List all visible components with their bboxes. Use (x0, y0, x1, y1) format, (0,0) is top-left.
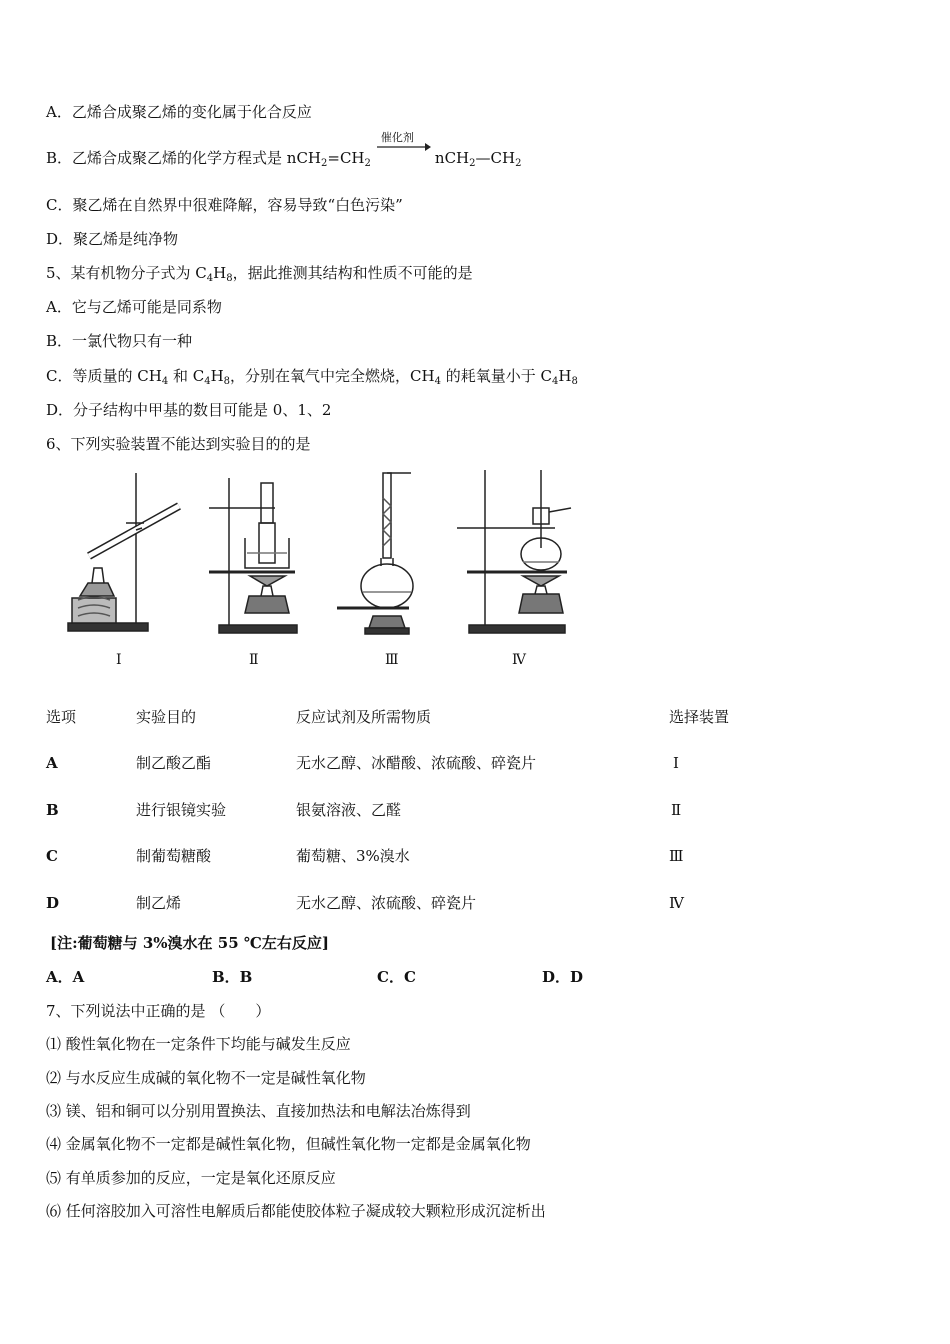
subscript: 8 (223, 376, 231, 387)
catalyst-label: 催化剂 (380, 131, 414, 144)
subscript: 8 (226, 273, 233, 284)
figure-label-i: Ⅰ (116, 652, 122, 668)
q5-stem-h: H (213, 264, 227, 282)
q4-option-c: C．聚乙烯在自然界中很难降解，容易导致“白色污染” (46, 196, 403, 214)
q6-choice-c: C．C (377, 968, 416, 986)
table-cell-reagents: 银氨溶液、乙醛 (296, 801, 402, 819)
subscript: 4 (552, 376, 559, 387)
table-header-apparatus: 选择装置 (669, 708, 730, 726)
subscript: 2 (515, 158, 522, 169)
apparatus-ii-illustration (205, 468, 305, 638)
table-cell-apparatus: Ⅳ (669, 894, 684, 912)
q5-option-c-part6: H (558, 367, 572, 385)
apparatus-i-illustration (64, 468, 184, 638)
q5-stem-suffix: ，据此推测其结构和性质不可能的是 (232, 264, 473, 282)
q4-option-b (46, 131, 522, 169)
subscript: 4 (161, 376, 169, 387)
q5-option-b: B．一氯代物只有一种 (46, 332, 193, 350)
table-cell-reagents: 葡萄糖、3%溴水 (296, 847, 410, 865)
table-cell-apparatus: Ⅰ (673, 754, 679, 772)
table-cell-purpose: 制乙酸乙酯 (136, 754, 212, 772)
table-header-option: 选项 (46, 708, 77, 726)
figure-label-ii: Ⅱ (249, 652, 259, 668)
q7-item: ⑸ 有单质参加的反应，一定是氧化还原反应 (46, 1169, 336, 1187)
q7-item: ⑵ 与水反应生成碱的氧化物不一定是碱性氧化物 (46, 1069, 366, 1087)
q4-option-d: D．聚乙烯是纯净物 (46, 230, 179, 248)
table-cell-option: B (46, 801, 59, 819)
q5-stem (46, 263, 473, 283)
subscript: 2 (364, 158, 371, 169)
reaction-arrow (375, 131, 431, 168)
table-cell-purpose: 制乙烯 (136, 894, 182, 912)
subscript: 4 (434, 376, 441, 387)
q4-option-b-prefix: B．乙烯合成聚乙烯的化学方程式是 nCH (46, 149, 322, 167)
q6-choice-d: D．D (542, 968, 584, 986)
q7-item: ⑷ 金属氧化物不一定都是碱性氧化物，但碱性氧化物一定都是金属氧化物 (46, 1135, 531, 1153)
table-cell-reagents: 无水乙醇、冰醋酸、浓硫酸、碎瓷片 (296, 754, 537, 772)
q4-option-b-dash: —CH (475, 149, 516, 167)
figure-label-iv: Ⅳ (512, 652, 526, 668)
q7-item: ⑴ 酸性氧化物在一定条件下均能与碱发生反应 (46, 1035, 351, 1053)
apparatus-iii-illustration (335, 468, 435, 638)
q6-choice-b: B．B (212, 968, 253, 986)
arrow-right-icon (375, 140, 431, 154)
q4-option-b-eq: =CH (327, 149, 365, 167)
q7-item: ⑹ 任何溶胶加入可溶性电解质后都能使胶体粒子凝成较大颗粒形成沉淀析出 (46, 1202, 546, 1220)
table-cell-reagents: 无水乙醇、浓硫酸、碎瓷片 (296, 894, 477, 912)
table-cell-apparatus: Ⅲ (669, 847, 684, 865)
q5-option-c-part5: 的耗氧量小于 C (440, 367, 552, 385)
q7-stem: 7、下列说法中正确的是 （ ） (46, 1002, 271, 1020)
table-cell-purpose: 进行银镜实验 (136, 801, 227, 819)
table-cell-apparatus: Ⅱ (671, 801, 682, 819)
q5-option-c-part2: 和 C (168, 367, 205, 385)
figure-label-iii: Ⅲ (385, 652, 399, 668)
q5-option-c (46, 366, 578, 386)
q5-option-c-part4: ，分别在氧气中完全燃烧，CH (230, 367, 435, 385)
subscript: 8 (571, 376, 578, 387)
q6-note: [注:葡萄糖与 3%溴水在 55 ℃左右反应] (50, 934, 329, 952)
q5-option-a: A．它与乙烯可能是同系物 (46, 298, 222, 316)
q7-item: ⑶ 镁、铝和铜可以分别用置换法、直接加热法和电解法冶炼得到 (46, 1102, 471, 1120)
subscript: 2 (469, 158, 476, 169)
table-cell-purpose: 制葡萄糖酸 (136, 847, 212, 865)
q4-option-a: A．乙烯合成聚乙烯的变化属于化合反应 (46, 103, 312, 121)
q6-stem: 6、下列实验装置不能达到实验目的的是 (46, 435, 311, 453)
subscript: 4 (204, 376, 211, 387)
subscript: 2 (321, 158, 328, 169)
apparatus-iv-illustration (455, 468, 585, 638)
q5-stem-prefix: 5、某有机物分子式为 C (46, 264, 207, 282)
table-header-reagents: 反应试剂及所需物质 (296, 708, 432, 726)
table-cell-option: A (46, 754, 58, 772)
q5-option-c-part1: C．等质量的 CH (46, 367, 162, 385)
q5-option-d: D．分子结构中甲基的数目可能是 0、1、2 (46, 401, 332, 419)
subscript: 4 (206, 273, 214, 284)
q4-option-b-product: nCH (434, 149, 470, 167)
q6-choice-a: A．A (46, 968, 85, 986)
q5-option-c-part3: H (210, 367, 224, 385)
table-header-purpose: 实验目的 (136, 708, 197, 726)
table-cell-option: D (46, 894, 60, 912)
table-cell-option: C (46, 847, 58, 865)
